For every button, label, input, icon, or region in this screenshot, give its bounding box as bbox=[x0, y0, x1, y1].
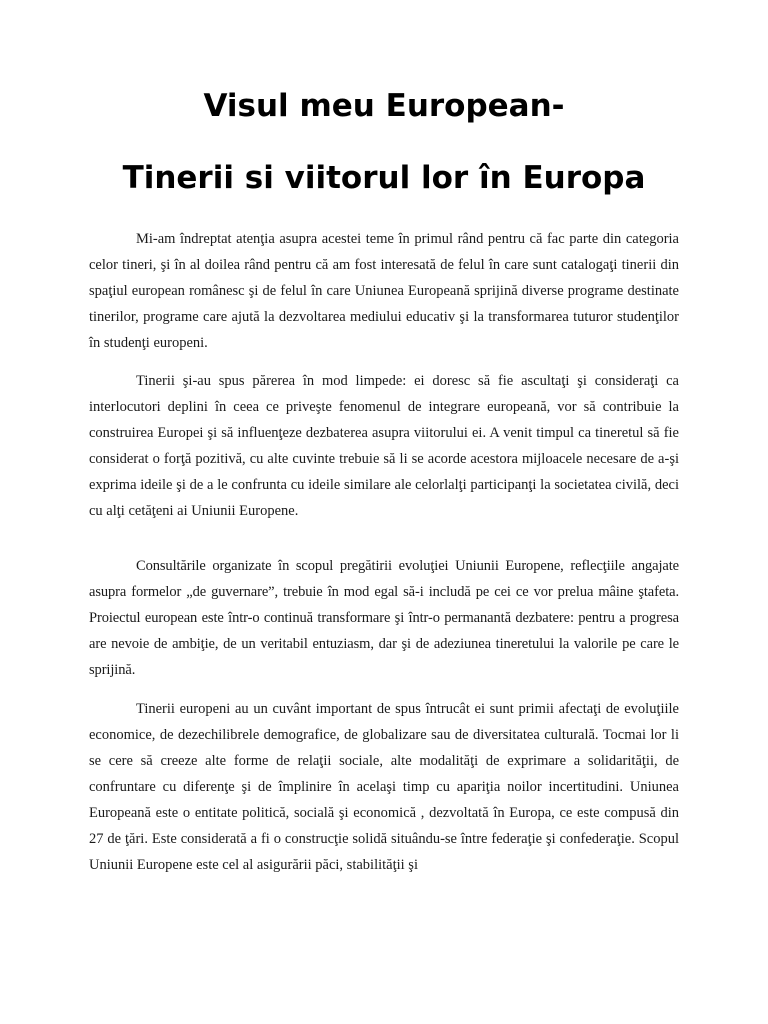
body-paragraph-2: Tinerii şi-au spus părerea în mod limpede: ei doresc să fie ascultaţi şi consideraţi ca interlocutori deplini în ceea ce priveşte fenomenul de integrare europeană, vor să contribuie la construirea Europei şi să influenţeze dezbaterea asupra viitorului ei. A venit timpul ca tineretul să fie considerat o forţă pozitivă, cu alte cuvinte trebuie să li se acorde acestora mijloacele necesare de a-şi exprima ideile şi de a le confrunta cu ideile similare ale celorlalţi participanţi la societatea civilă, deci cu alţi cetăţeni ai Uniunii Europene. bbox=[89, 373, 679, 519]
document-title-line-2: Tinerii si viitorul lor în Europa bbox=[122, 160, 646, 196]
document-title-line-1: Visul meu European- bbox=[203, 88, 565, 124]
body-paragraph-3: Consultările organizate în scopul pregătirii evoluţiei Uniunii Europene, reflecţiile angajate asupra formelor „de guvernare”, trebuie în mod egal să-i includă pe cei ce vor prelua mâine ştafeta. Proiectul european este într-o continuă transformare şi într-o permanantă dezbatere: pentru a progresa are nevoie de ambiţie, de un veritabil entuziasm, dar şi de adeziunea tineretului la valorile pe care le sprijină. bbox=[89, 558, 679, 678]
body-paragraph-4: Tinerii europeni au un cuvânt important de spus întrucât ei sunt primii afectaţi de evoluţiile economice, de dezechilibrele demografice, de globalizare sau de diversitatea culturală. Tocmai lor li se cere să creeze alte forme de relaţii sociale, alte modalităţi de exprimare a solidarităţii, de confruntare cu diferenţe şi de împlinire în acelaşi timp cu apariţia noilor incertitudini. Uniunea Europeană este o entitate politică, socială şi economică , dezvoltată în Europa, ce este compusă din 27 de ţări. Este considerată a fi o construcţie solidă situându-se între federaţie şi confederaţie. Scopul Uniunii Europene este cel al asigurării păci, stabilităţii şi bbox=[89, 701, 679, 873]
body-paragraph-1: Mi-am îndreptat atenţia asupra acestei teme în primul rând pentru că fac parte din categoria celor tineri, şi în al doilea rând pentru că am fost interesată de felul în care sunt catalogaţi tinerii din spaţiul european românesc şi de felul în care Uniunea Europeană sprijină diverse programe destinate tinerilor, programe care ajută la dezvoltarea mediului educativ şi la transformarea tuturor studenţilor în studenţi europeni. bbox=[89, 231, 679, 351]
